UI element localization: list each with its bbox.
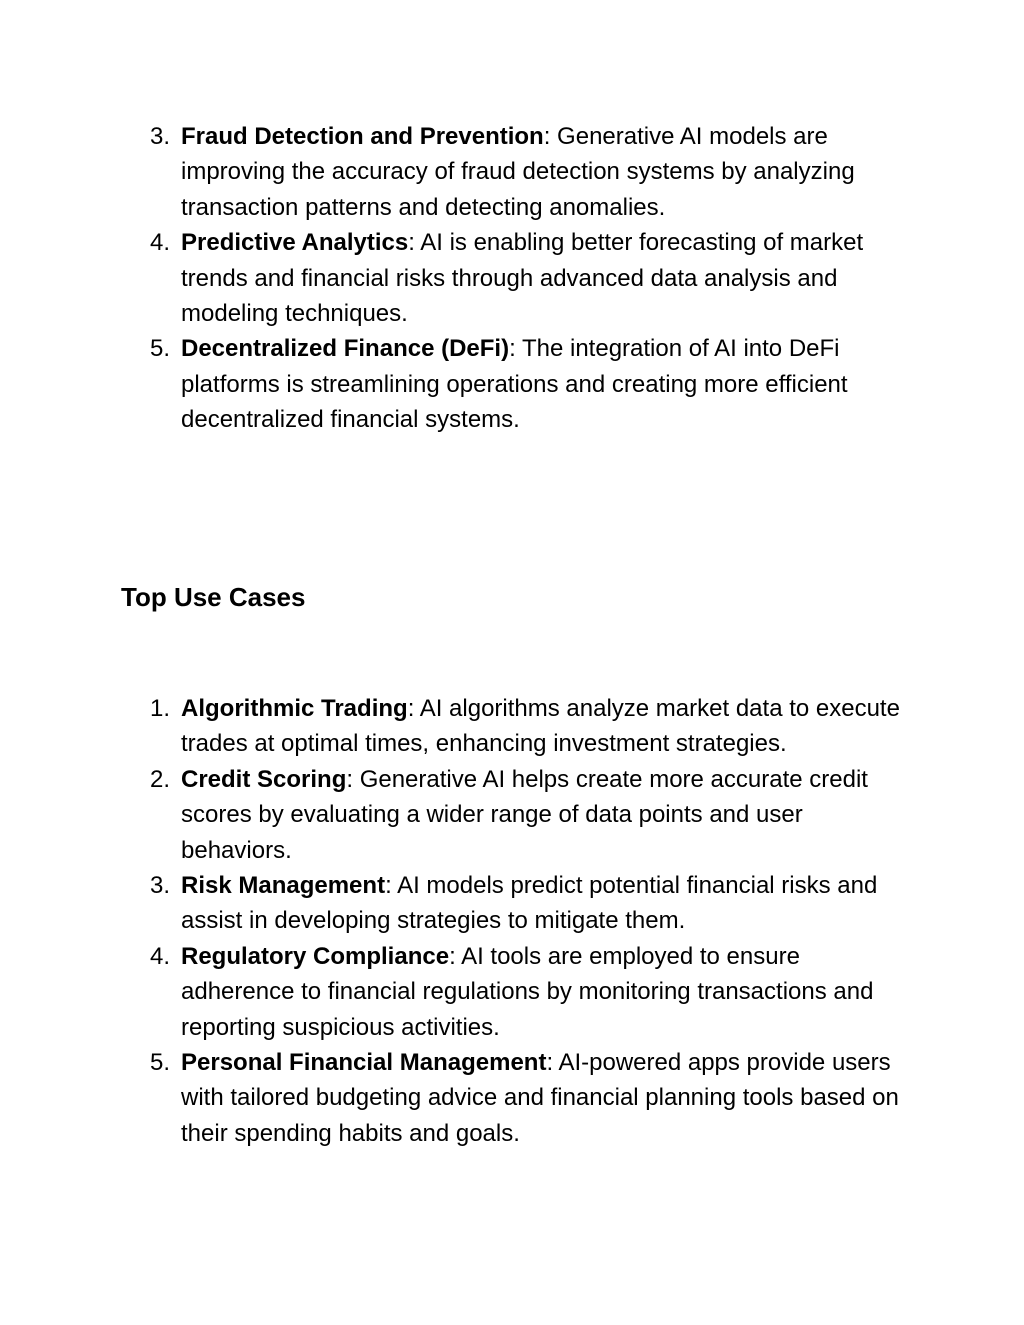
list-item-number: 5. [150,335,171,363]
list-item-description: : AI tools are employed to ensure adherence to financial regulations by monitoring transactions and reporting suspicious activities. [181,942,874,1041]
list-item [0,1045,901,1151]
list-item-term: Credit Scoring [181,765,347,793]
list-item [0,225,901,331]
trends-list [0,119,1024,438]
list-item [0,868,901,939]
section-heading: Top Use Cases [121,582,306,612]
list-item-term: Fraud Detection and Prevention [181,123,544,150]
list-item [0,331,901,437]
list-item-number: 1. [150,695,171,722]
list-item-number: 4. [150,942,171,970]
list-item-description: : AI is enabling better forecasting of market trends and financial risks through advanced data analysis and modeling techniques. [181,229,864,328]
list-item-number: 3. [150,872,171,900]
list-item [0,762,901,868]
list-item-term: Regulatory Compliance [181,942,450,970]
list-item [0,119,901,225]
list-item-description: : AI-powered apps provide users with tailored budgeting advice and financial planning tools based on their spending habits and goals. [181,1049,899,1147]
list-item-number: 2. [150,765,171,793]
list-item-description: : AI algorithms analyze market data to execute trades at optimal times, enhancing investment strategies. [181,695,900,758]
list-item-number: 3. [150,123,171,150]
list-item-description: : Generative AI helps create more accurate credit scores by evaluating a wider range of data points and user behaviors. [181,765,868,864]
list-item-term: Risk Management [181,872,386,900]
list-item [0,939,901,1045]
list-item-term: Algorithmic Trading [181,695,408,722]
list-item-term: Predictive Analytics [181,229,409,257]
list-item-description: : The integration of AI into DeFi platforms is streamlining operations and creating more efficient decentralized financial systems. [181,335,848,434]
list-item-description: : Generative AI models are improving the accuracy of fraud detection systems by analyzing transaction patterns and detecting anomalies. [181,123,855,221]
list-item-number: 4. [150,229,171,257]
list-item-number: 5. [150,1049,171,1077]
use-cases-list [0,691,1024,1151]
list-item-term: Decentralized Finance (DeFi) [181,335,510,363]
list-item [0,691,901,762]
list-item-term: Personal Financial Management [181,1049,547,1077]
list-item-description: : AI models predict potential financial risks and assist in developing strategies to mitigate them. [181,872,878,935]
